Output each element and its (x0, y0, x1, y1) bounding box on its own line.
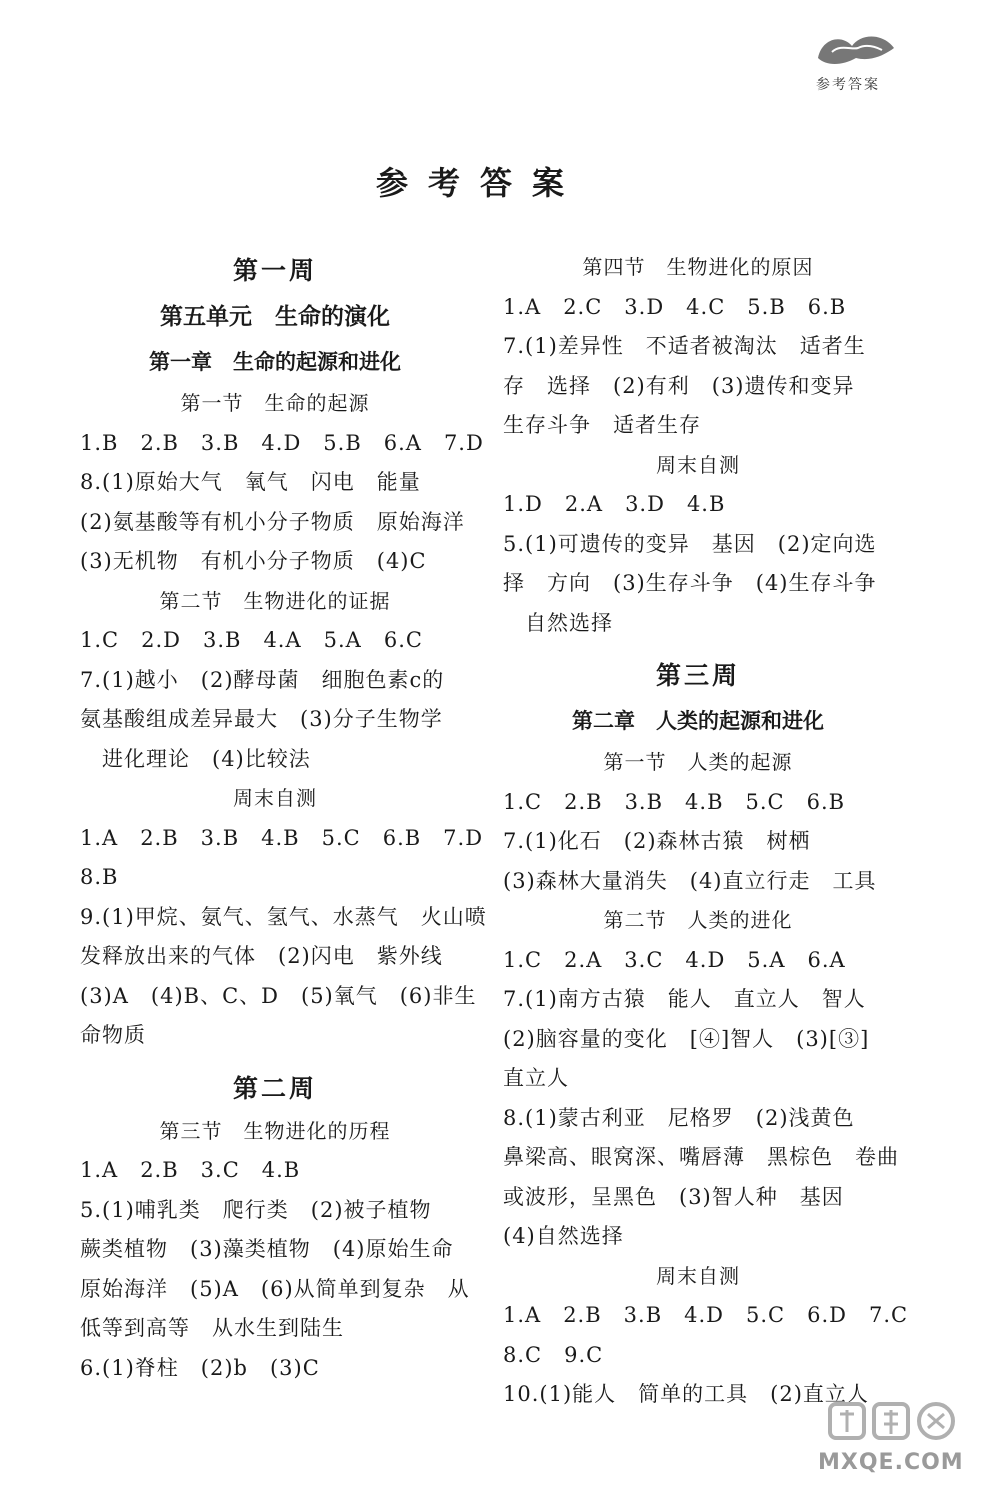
answer-line: (3)无机物 有机小分子物质 (4)C (80, 549, 427, 573)
watermark-url: MXQE.COM (818, 1450, 964, 1475)
corner-label: 参考答案 (816, 77, 880, 93)
watermark-logo-icon (800, 1400, 990, 1450)
answer-line: (3)A (4)B、C、D (5)氧气 (6)非生 (80, 983, 477, 1008)
answer-line: 择 方向 (3)生存斗争 (4)生存斗争 (503, 571, 877, 595)
answer-line: 蕨类植物 (3)藻类植物 (4)原始生命 (80, 1237, 454, 1261)
page-title: 参考答案 (375, 164, 584, 202)
answer-line: 8.(1)蒙古利亚 尼格罗 (2)浅黄色 (503, 1105, 855, 1130)
answer-line: 发释放出来的气体 (2)闪电 紫外线 (80, 944, 443, 968)
section-heading: 第二节 人类的进化 (603, 908, 793, 932)
answer-line: 低等到高等 从水生到陆生 (80, 1316, 344, 1340)
answer-line: 7.(1)差异性 不适者被淘汰 适者生 (503, 334, 866, 358)
answer-line: 命物质 (80, 1023, 146, 1047)
week-heading: 第一周 (232, 256, 317, 285)
answer-line: 1.C 2.D 3.B 4.A 5.A 6.C (80, 628, 423, 652)
answer-line: 1.C 2.A 3.C 4.D 5.A 6.A (503, 947, 846, 972)
answer-line: 原始海洋 (5)A (6)从简单到复杂 从 (80, 1276, 470, 1301)
answer-line: 6.(1)脊柱 (2)b (3)C (80, 1355, 320, 1380)
answer-line: 氨基酸组成差异最大 (3)分子生物学 (80, 707, 443, 731)
unit-heading: 第五单元 生命的演化 (160, 303, 390, 330)
answer-line: 9.(1)甲烷、氨气、氢气、水蒸气 火山喷 (80, 904, 487, 929)
answer-line: 8.C 9.C (503, 1342, 604, 1367)
answer-line: 5.(1)可遗传的变异 基因 (2)定向选 (503, 531, 877, 556)
answer-line: 鼻梁高、眼窝深、嘴唇薄 黑棕色 卷曲 (503, 1145, 899, 1169)
chapter-heading: 第一章 生命的起源和进化 (149, 350, 401, 374)
section-heading: 周末自测 (656, 1263, 740, 1288)
answer-line: 1.B 2.B 3.B 4.D 5.B 6.A 7.D (80, 430, 484, 455)
answer-line: 生存斗争 适者生存 (503, 413, 701, 437)
answer-line: 1.A 2.B 3.C 4.B (80, 1158, 301, 1182)
week-heading: 第三周 (655, 661, 740, 690)
header-corner-badge (812, 28, 900, 98)
answer-line: 7.(1)越小 (2)酵母菌 细胞色素c的 (80, 667, 445, 692)
answer-line: 7.(1)南方古猿 能人 直立人 智人 (503, 987, 866, 1011)
answer-line: 7.(1)化石 (2)森林古猿 树栖 (503, 829, 811, 853)
week-heading: 第二周 (232, 1073, 317, 1103)
answer-line: 1.A 2.B 3.B 4.B 5.C 6.B 7.D (80, 825, 484, 850)
decorative-scroll-icon (812, 28, 900, 76)
answer-line: (2)氨基酸等有机小分子物质 原始海洋 (80, 509, 465, 534)
left-column (80, 248, 487, 1388)
section-heading: 第三节 生物进化的历程 (159, 1118, 391, 1143)
answer-line: (3)森林大量消失 (4)直立行走 工具 (503, 868, 877, 893)
answer-line: 进化理论 (4)比较法 (102, 746, 311, 771)
answer-line: 8.(1)原始大气 氧气 闪电 能量 (80, 470, 421, 494)
section-heading: 第二节 生物进化的证据 (159, 588, 391, 613)
answer-line: 1.D 2.A 3.D 4.B (503, 492, 726, 516)
section-heading: 第一节 生命的起源 (180, 391, 370, 415)
right-column (503, 248, 909, 1415)
watermark (800, 1400, 990, 1488)
answer-line: 5.(1)哺乳类 爬行类 (2)被子植物 (80, 1197, 432, 1222)
answer-line: (2)脑容量的变化 [④]智人 (3)[③] (503, 1026, 870, 1051)
answer-line: 直立人 (503, 1066, 569, 1090)
section-heading: 周末自测 (656, 452, 740, 477)
answer-line: 或波形，呈黑色 (3)智人种 基因 (503, 1184, 844, 1209)
answer-line: (4)自然选择 (503, 1224, 624, 1248)
answer-line: 自然选择 (525, 610, 613, 635)
section-heading: 第四节 生物进化的原因 (582, 255, 814, 279)
chapter-heading: 第二章 人类的起源和进化 (572, 709, 824, 733)
answer-line: 1.A 2.C 3.D 4.C 5.B 6.B (503, 294, 847, 319)
answer-line: 8.B (80, 865, 119, 889)
answer-line: 1.C 2.B 3.B 4.B 5.C 6.B (503, 789, 846, 814)
answer-line: 10.(1)能人 简单的工具 (2)直立人 (503, 1382, 869, 1406)
section-heading: 第一节 人类的起源 (603, 750, 793, 774)
answer-line: 存 选择 (2)有利 (3)遗传和变异 (503, 373, 855, 398)
section-heading: 周末自测 (233, 786, 317, 810)
answer-line: 1.A 2.B 3.B 4.D 5.C 6.D 7.C (503, 1303, 909, 1327)
